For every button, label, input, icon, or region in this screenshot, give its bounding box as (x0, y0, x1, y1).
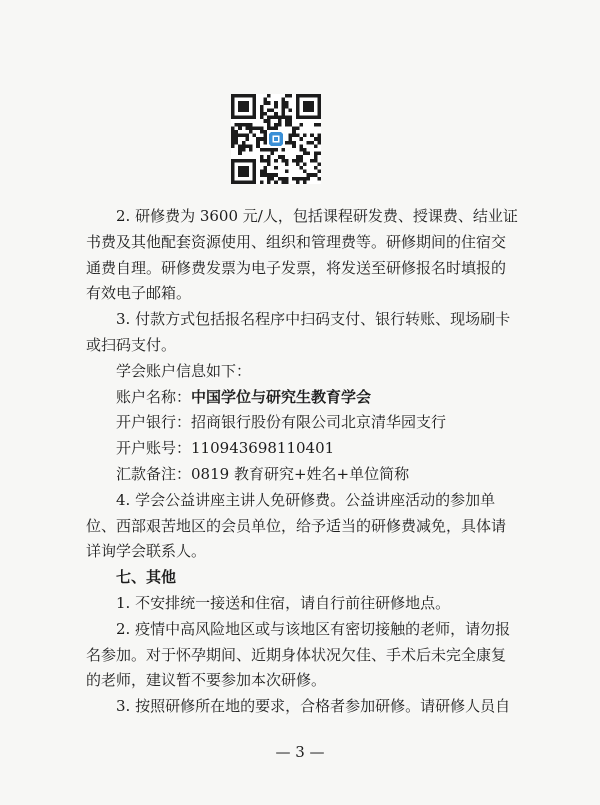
other-item-2-line-3: 的老师，建议暂不要参加本次研修。 (86, 671, 327, 690)
account-number-label: 开户账号： (116, 439, 192, 458)
account-name-value: 中国学位与研究生教育学会 (191, 387, 372, 406)
account-intro: 学会账户信息如下： (116, 361, 252, 380)
other-item-2-line-2: 名参加。对于怀孕期间、近期身体状况欠佳、手术后未完全康复 (86, 645, 507, 664)
section-other-title: 七、其他 (116, 568, 177, 587)
payment-paragraph (86, 307, 518, 359)
account-bank-value: 招商银行股份有限公司北京清华园支行 (191, 413, 447, 432)
other-item-1: 1. 不安排统一接送和住宿，请自行前往研修地点。 (116, 593, 451, 612)
account-number-row (86, 436, 518, 462)
fee-line-3: 通费自理。研修费发票为电子发票，将发送至研修报名时填报的 (86, 258, 507, 277)
fee-line-4: 有效电子邮箱。 (86, 284, 192, 303)
payment-line-2: 或扫码支付。 (86, 335, 177, 354)
fee-paragraph (86, 204, 518, 307)
account-info (86, 359, 518, 488)
fee-line-1: 2. 研修费为 3600 元/人，包括课程研发费、授课费、结业证 (116, 207, 518, 225)
document-body (86, 204, 518, 720)
section-other (86, 565, 518, 720)
page-number: — 3 — (275, 743, 325, 761)
payment-line-1: 3. 付款方式包括报名程序中扫码支付、银行转账、现场刷卡 (116, 310, 511, 329)
account-note-row (86, 462, 518, 488)
qr-code-icon[interactable] (231, 94, 321, 184)
account-note-label: 汇款备注： (116, 464, 192, 483)
account-name-row (86, 385, 518, 411)
account-name-label: 账户名称： (116, 387, 192, 406)
waiver-line-1: 4. 学会公益讲座主讲人免研修费。公益讲座活动的参加单 (116, 490, 496, 509)
waiver-line-3: 详询学会联系人。 (86, 542, 207, 561)
account-note-value: 0819 教育研究+姓名+单位简称 (191, 464, 410, 483)
account-number-value: 110943698110401 (191, 439, 335, 458)
other-item-3-line-1: 3. 按照研修所在地的要求，合格者参加研修。请研修人员自 (116, 697, 511, 716)
waiver-paragraph (86, 488, 518, 565)
account-bank-label: 开户银行： (116, 413, 192, 432)
account-bank-row (86, 410, 518, 436)
waiver-line-2: 位、西部艰苦地区的会员单位，给予适当的研修费减免，具体请 (86, 516, 507, 535)
fee-line-2: 书费及其他配套资源使用、组织和管理费等。研修期间的住宿交 (86, 232, 507, 251)
other-item-2-line-1: 2. 疫情中高风险地区或与该地区有密切接触的老师，请勿报 (116, 619, 511, 638)
